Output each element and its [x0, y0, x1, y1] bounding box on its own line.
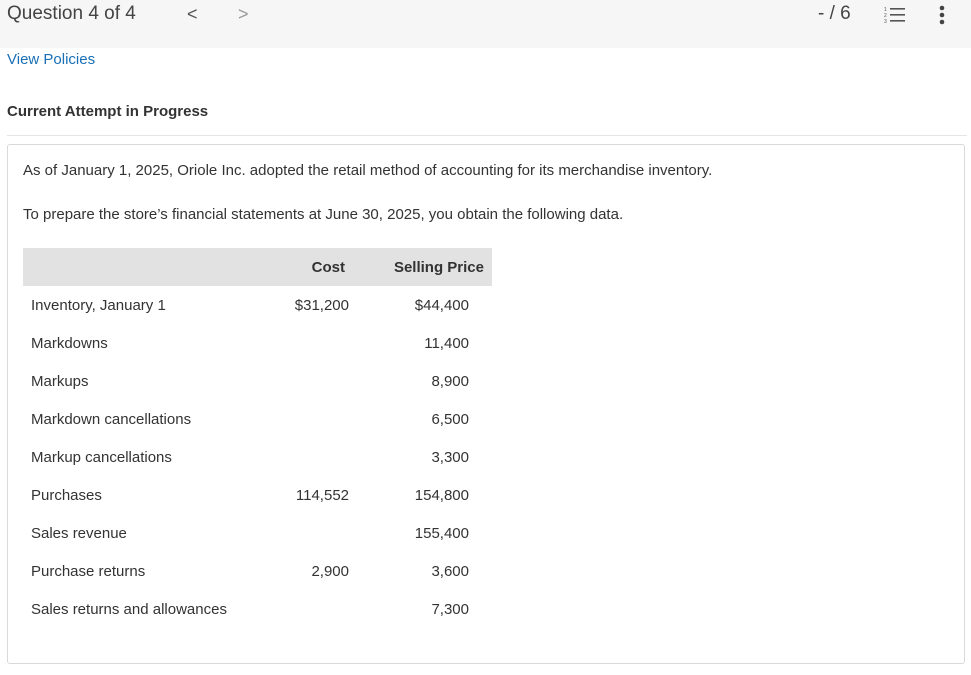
question-intro-text: As of January 1, 2025, Oriole Inc. adopted the retail method of accounting for its merchandise inventory.	[23, 162, 713, 179]
row-price: $44,400	[414, 296, 469, 314]
row-price: 3,300	[431, 448, 469, 466]
divider	[7, 135, 967, 136]
row-price: 8,900	[431, 372, 469, 390]
row-label: Inventory, January 1	[31, 296, 166, 314]
svg-text:2: 2	[884, 13, 887, 19]
row-cost	[263, 514, 349, 552]
row-label: Markdown cancellations	[31, 410, 192, 428]
header-selling-price: Selling Price	[349, 248, 492, 286]
previous-question-button[interactable]: <	[187, 4, 198, 24]
row-cost	[263, 438, 349, 476]
row-label: Markup cancellations	[31, 448, 172, 466]
view-policies-link[interactable]: View Policies	[7, 51, 96, 68]
row-label: Sales revenue	[31, 524, 127, 542]
table-row	[23, 514, 492, 552]
table-row	[23, 362, 492, 400]
row-label: Markdowns	[31, 334, 108, 352]
row-label: Markups	[31, 372, 89, 390]
row-cost: 2,900	[311, 562, 349, 580]
row-label: Sales returns and allowances	[31, 600, 227, 618]
row-label: Purchase returns	[31, 562, 146, 580]
row-label: Purchases	[31, 486, 102, 504]
row-price: 3,600	[431, 562, 469, 580]
row-cost	[263, 400, 349, 438]
question-instruction-text: To prepare the store’s financial statements at June 30, 2025, you obtain the following data.	[23, 206, 624, 223]
row-price: 11,400	[424, 334, 469, 352]
row-cost	[263, 590, 349, 628]
header-label	[23, 248, 263, 286]
svg-text:3: 3	[884, 19, 887, 25]
question-card	[7, 144, 965, 664]
attempt-status-heading: Current Attempt in Progress	[7, 103, 209, 120]
question-counter: Question 4 of 4	[7, 3, 136, 24]
next-question-button[interactable]: >	[238, 4, 249, 24]
table-row	[23, 590, 492, 628]
row-cost: $31,200	[294, 296, 349, 314]
inventory-data-table	[23, 248, 492, 628]
row-cost	[263, 324, 349, 362]
row-cost	[263, 362, 349, 400]
row-price: 7,300	[431, 600, 469, 618]
top-bar	[0, 0, 971, 48]
table-row	[23, 438, 492, 476]
row-cost: 114,552	[295, 486, 349, 504]
table-header-row	[23, 248, 492, 286]
score-display: - / 6	[818, 3, 851, 24]
svg-text:1: 1	[884, 7, 887, 13]
row-price: 154,800	[414, 486, 469, 504]
table-row	[23, 400, 492, 438]
row-price: 6,500	[431, 410, 469, 428]
kebab-menu-icon[interactable]	[934, 4, 950, 26]
row-price: 155,400	[414, 524, 469, 542]
table-row	[23, 476, 492, 514]
table-row	[23, 552, 492, 590]
numbered-list-icon[interactable]	[884, 5, 906, 25]
table-row	[23, 324, 492, 362]
table-row	[23, 286, 492, 324]
header-cost: Cost	[263, 248, 349, 286]
